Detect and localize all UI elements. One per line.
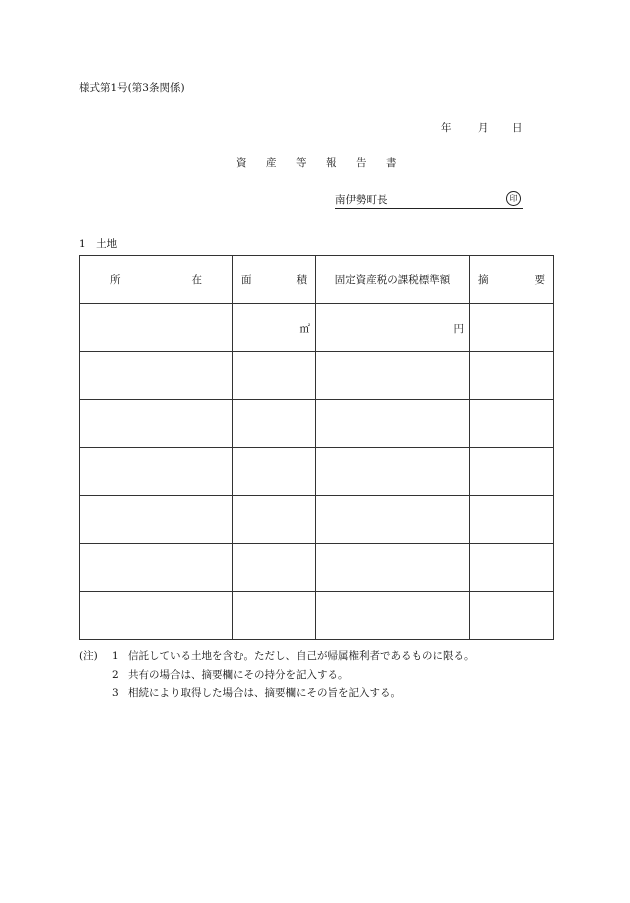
note-text: 共有の場合は、摘要欄にその持分を記入する。 xyxy=(128,668,349,681)
date-year-label: 年 xyxy=(441,122,452,134)
cell-location[interactable] xyxy=(80,544,233,592)
title-char: 資 xyxy=(236,157,247,169)
note-text: 信託している土地を含む。ただし、自己が帰属権利者であるものに限る。 xyxy=(128,650,475,662)
cell-tax-value[interactable] xyxy=(316,544,470,592)
note-number: 3 xyxy=(112,687,119,699)
form-number: 様式第1号(第3条関係) xyxy=(79,82,185,94)
addressee-name: 南伊勢町長 xyxy=(335,194,388,206)
note-text: 相続により取得した場合は、摘要欄にその旨を記入する。 xyxy=(128,687,401,699)
area-unit: ㎡ xyxy=(299,323,310,335)
cell-remarks[interactable] xyxy=(470,592,554,640)
cell-location[interactable] xyxy=(80,592,233,640)
cell-remarks[interactable] xyxy=(470,496,554,544)
cell-area[interactable] xyxy=(233,448,316,496)
header-tax-value: 固定資産税の課税標準額 xyxy=(316,256,470,304)
notes-block xyxy=(79,647,475,703)
section-title: 1 土地 xyxy=(79,238,118,250)
cell-location[interactable] xyxy=(80,448,233,496)
addressee-line xyxy=(335,192,523,209)
table-row xyxy=(80,304,554,352)
cell-area[interactable] xyxy=(233,352,316,400)
note-item xyxy=(79,647,475,666)
title-char: 等 xyxy=(296,157,307,169)
table-row xyxy=(80,496,554,544)
table-row xyxy=(80,448,554,496)
table-row xyxy=(80,352,554,400)
cell-tax-value[interactable] xyxy=(316,400,470,448)
table-header-row xyxy=(80,256,554,304)
cell-area[interactable] xyxy=(233,400,316,448)
cell-location[interactable] xyxy=(80,352,233,400)
seal-mark-icon: 印 xyxy=(506,191,521,206)
title-char: 報 xyxy=(326,157,337,169)
header-remarks: 摘 要 xyxy=(470,256,554,304)
header-area: 面 積 xyxy=(233,256,316,304)
cell-location[interactable] xyxy=(80,400,233,448)
note-number: 1 xyxy=(112,650,119,662)
yen-unit: 円 xyxy=(453,323,464,335)
title-char: 産 xyxy=(266,157,277,169)
date-day-label: 日 xyxy=(512,122,523,134)
cell-tax-value[interactable] xyxy=(316,352,470,400)
land-table xyxy=(79,255,554,640)
note-item xyxy=(79,684,475,703)
cell-area[interactable] xyxy=(233,544,316,592)
table-row xyxy=(80,544,554,592)
notes-label: (注) xyxy=(79,650,98,662)
title-char: 書 xyxy=(386,157,397,169)
cell-area[interactable] xyxy=(233,592,316,640)
title-char: 告 xyxy=(356,157,367,169)
table-row xyxy=(80,400,554,448)
cell-remarks[interactable] xyxy=(470,400,554,448)
cell-area[interactable] xyxy=(233,496,316,544)
header-location: 所 在 xyxy=(80,256,233,304)
note-item xyxy=(79,666,475,685)
cell-remarks[interactable] xyxy=(470,352,554,400)
cell-tax-value[interactable] xyxy=(316,304,470,352)
cell-location[interactable] xyxy=(80,304,233,352)
note-number: 2 xyxy=(112,668,119,681)
cell-remarks[interactable] xyxy=(470,544,554,592)
table-row xyxy=(80,592,554,640)
cell-remarks[interactable] xyxy=(470,304,554,352)
date-month-label: 月 xyxy=(478,122,489,134)
cell-tax-value[interactable] xyxy=(316,496,470,544)
cell-tax-value[interactable] xyxy=(316,592,470,640)
cell-location[interactable] xyxy=(80,496,233,544)
cell-remarks[interactable] xyxy=(470,448,554,496)
cell-area[interactable] xyxy=(233,304,316,352)
cell-tax-value[interactable] xyxy=(316,448,470,496)
